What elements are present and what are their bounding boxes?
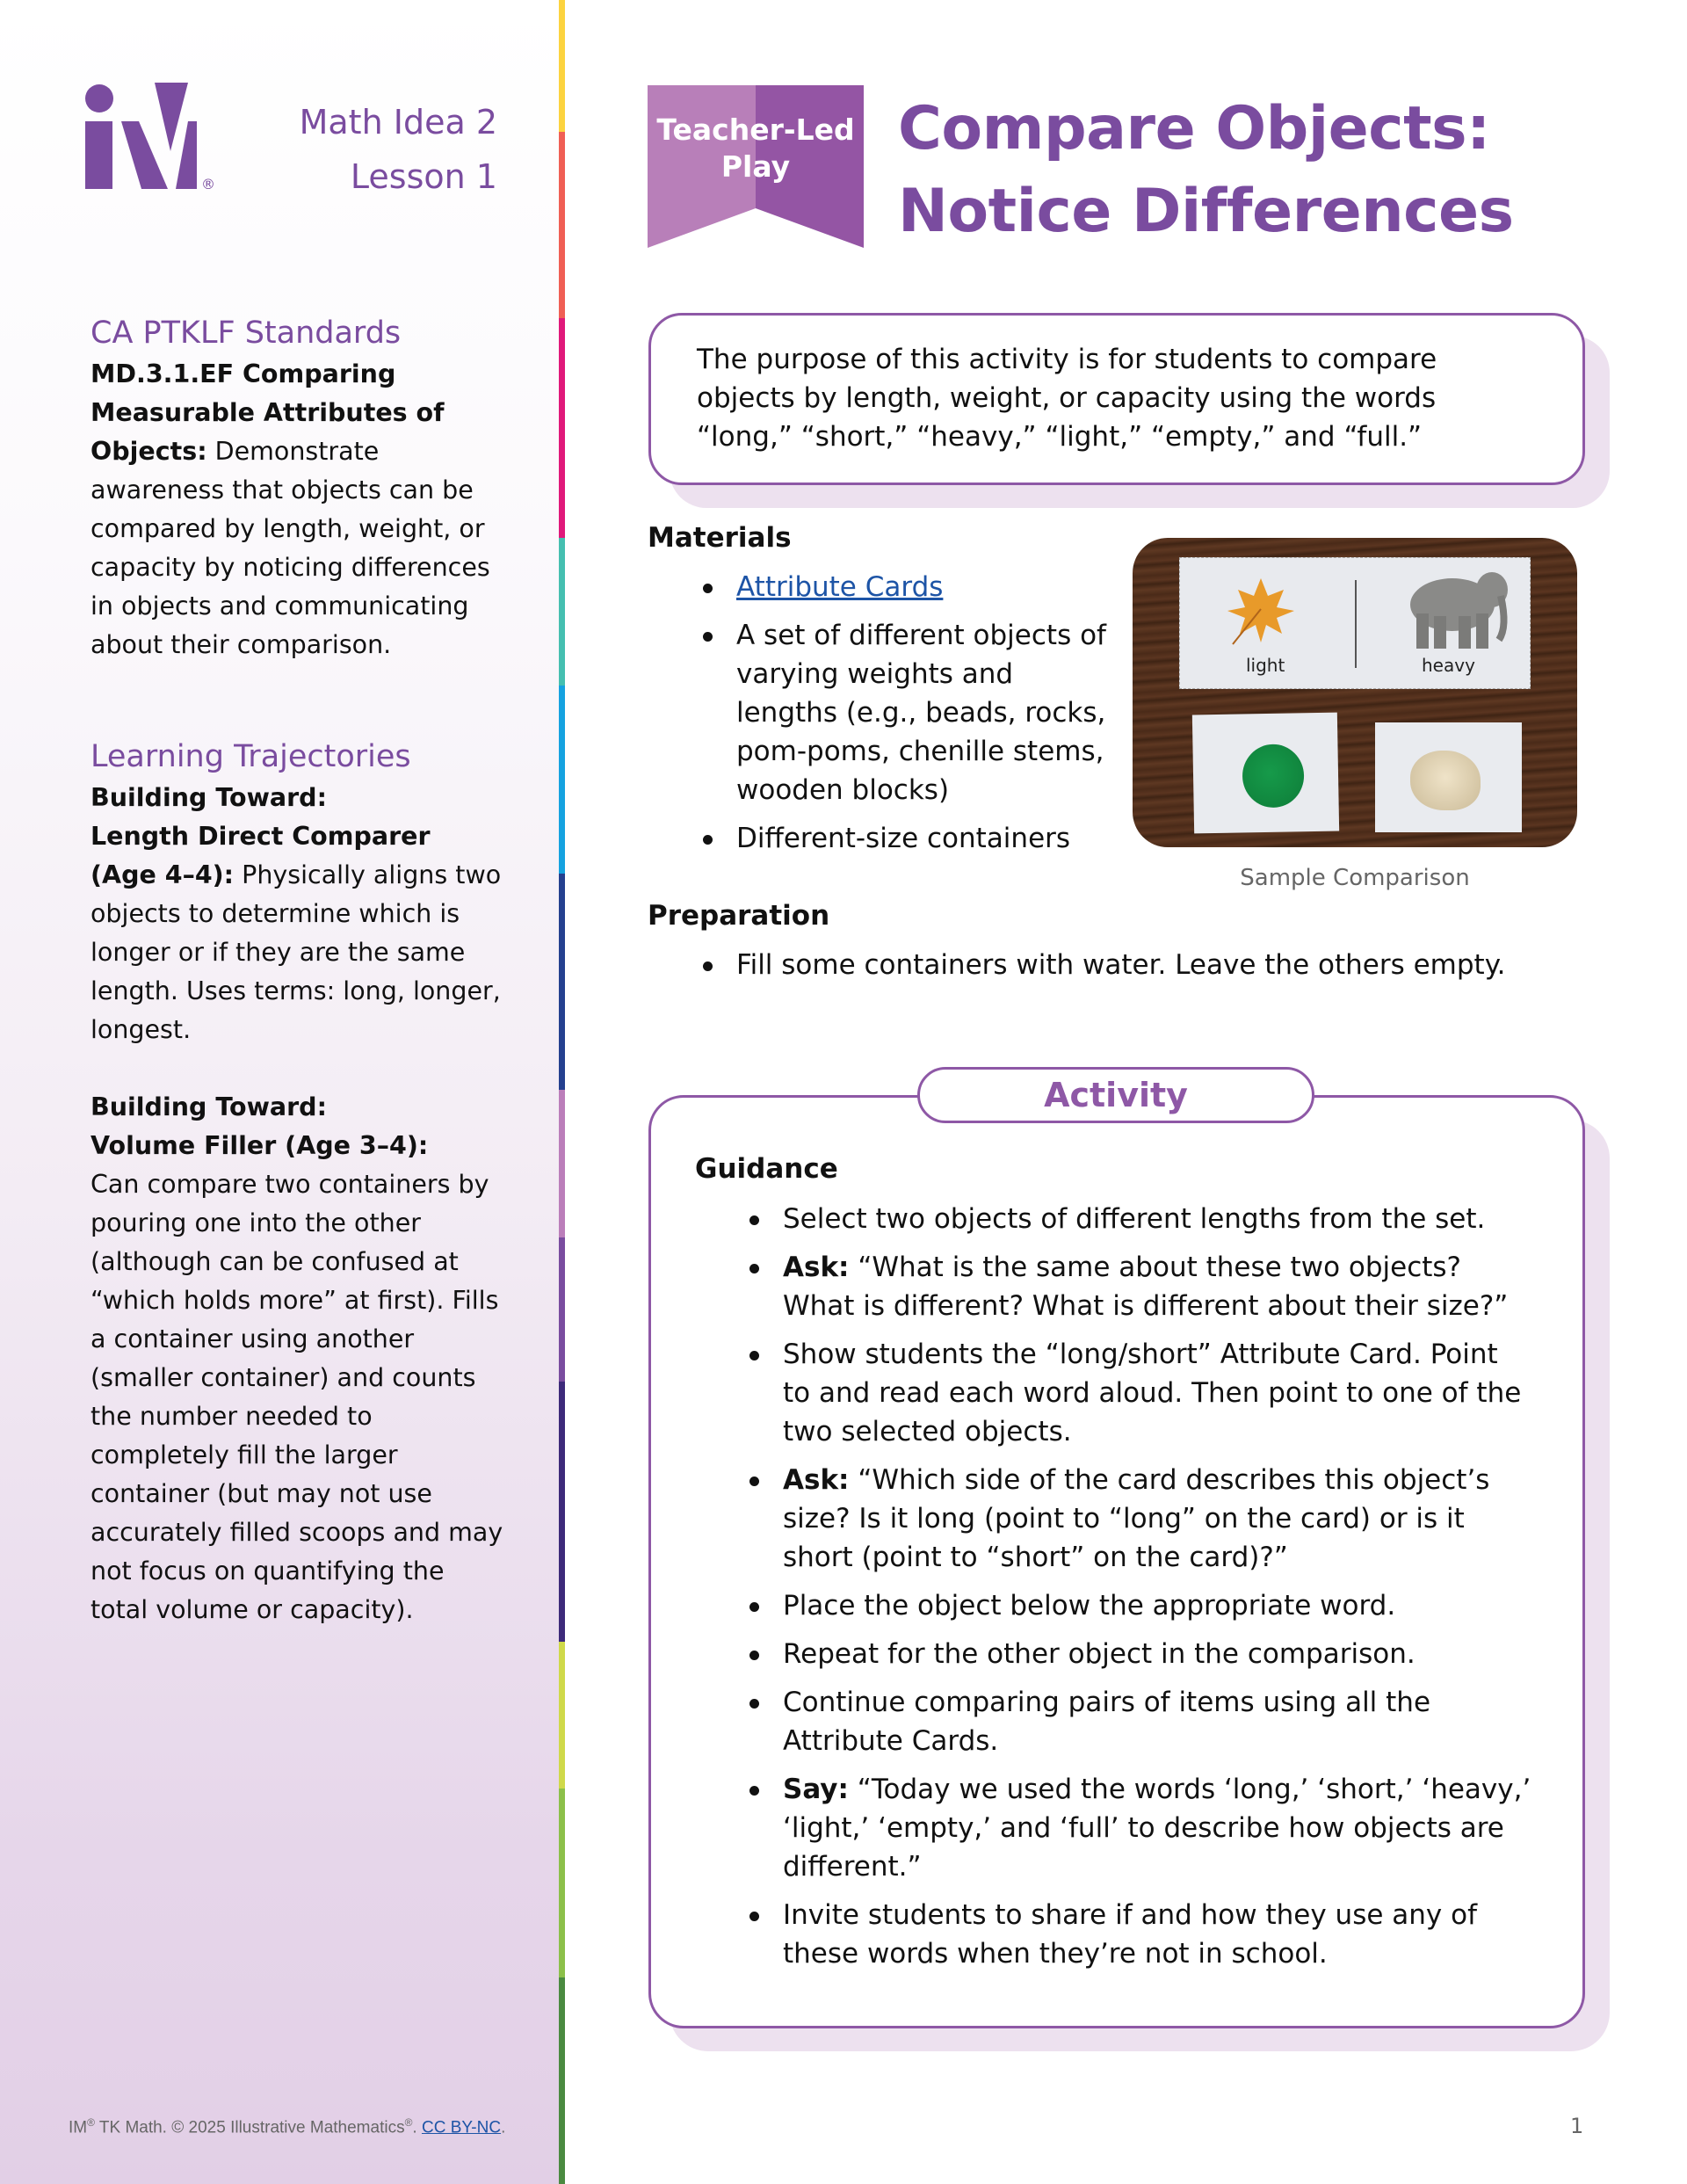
stripe-segment: [559, 874, 565, 1090]
stripe-segment: [559, 0, 565, 132]
guidance-text: Continue comparing pairs of items using all the Attribute Cards.: [783, 1687, 1431, 1757]
im-logo: [84, 83, 234, 197]
color-stripe: [559, 0, 565, 2184]
lesson-label: Lesson 1: [350, 157, 497, 196]
guidance-text: “Which side of the card describes this object’s size? Is it long (point to “long” on the card) or is it short (point to “short” on the card)?”: [783, 1464, 1490, 1573]
rock-icon: [1410, 751, 1481, 810]
trajectory-name: Volume Filler (Age 3–4):: [91, 1131, 429, 1160]
guidance-text: Repeat for the other object in the comparison.: [783, 1638, 1415, 1670]
materials-item: A set of different objects of varying weights and lengths (e.g., beads, rocks, pom-poms, chenille stems, wooden blocks): [696, 616, 1118, 809]
trajectories-heading: Learning Trajectories: [91, 739, 411, 774]
footer-text: .: [412, 2118, 422, 2137]
trajectory-text: Can compare two containers by pouring one into the other (although can be confused at “which holds more” at first). Fills a container using another (smaller container) and counts the number needed to completely fill the larger container (but may not use accurately filled scoops and may not focus on quantifying the total volume or capacity).: [91, 1170, 503, 1624]
guidance-text: Show students the “long/short” Attribute Card. Point to and read each word aloud. Then point to one of the two selected objects.: [783, 1339, 1522, 1448]
footer-copyright: [69, 2116, 505, 2137]
guidance-text: “What is the same about these two objects? What is different? What is different about their size?”: [783, 1252, 1509, 1322]
page-title: [898, 88, 1514, 253]
guidance-item: [742, 1683, 1533, 1760]
trajectories-section: [91, 736, 503, 1629]
materials-item[interactable]: [696, 568, 1118, 606]
guidance-text: Invite students to share if and how they use any of these words when they’re not in school.: [783, 1899, 1478, 1970]
guidance-item: [742, 1248, 1533, 1325]
standard-code: MD.3.1.EF Comparing Measurable Attributes of Objects:: [91, 359, 445, 466]
title-line-2: Notice Differences: [898, 177, 1514, 246]
svg-text:®: ®: [201, 176, 215, 192]
lesson-reference: [300, 95, 497, 204]
standard-description: Demonstrate awareness that objects can be compared by length, weight, or capacity by noticing differences in objects and communicating about their comparison.: [91, 437, 490, 659]
purpose-text: The purpose of this activity is for students to compare objects by length, weight, or capacity using the words “long,” “short,” “heavy,” “light,” “empty,” and “full.”: [697, 344, 1437, 453]
standards-text: [91, 355, 503, 664]
trajectory-label: Building Toward:: [91, 783, 327, 812]
card-divider: [1355, 580, 1357, 668]
stripe-segment: [559, 538, 565, 686]
guidance-text: “Today we used the words ‘long,’ ‘short,’ ‘heavy,’ ‘light,’ ‘empty,’ and ‘full’ to describe how objects are different.”: [783, 1774, 1531, 1883]
standards-heading: CA PTKLF Standards: [91, 316, 402, 351]
preparation-heading: Preparation: [648, 900, 830, 932]
footer-reg: ®: [404, 2116, 413, 2129]
guidance-item: [742, 1461, 1533, 1577]
stripe-segment: [559, 318, 565, 538]
card-left-label: light: [1246, 655, 1285, 676]
guidance-item: [742, 1896, 1533, 1973]
guidance-bold: Say:: [783, 1774, 849, 1805]
stripe-segment: [559, 1789, 565, 1977]
math-idea-label: Math Idea 2: [299, 103, 497, 141]
footer-text: .: [501, 2118, 506, 2137]
stripe-segment: [559, 1977, 565, 2184]
trajectory-label: Building Toward:: [91, 1092, 327, 1121]
guidance-item: [742, 1635, 1533, 1673]
standards-section: [91, 313, 503, 664]
trajectory-item: [91, 1088, 503, 1629]
teacher-led-play-badge: [648, 85, 864, 248]
guidance-item: [742, 1200, 1533, 1238]
trajectory-text: Physically aligns two objects to determine which is longer or if they are the same length. Uses terms: long, longer, longest.: [91, 860, 502, 1044]
stripe-segment: [559, 1237, 565, 1382]
sample-comparison-image: [1133, 538, 1577, 847]
preparation-item: Fill some containers with water. Leave the others empty.: [696, 946, 1575, 984]
im-logo-icon: [84, 83, 234, 197]
pom-pom-icon: [1242, 744, 1304, 808]
guidance-bold: Ask:: [783, 1464, 850, 1496]
guidance-item: [742, 1586, 1533, 1625]
stripe-segment: [559, 132, 565, 318]
page-number: 1: [1570, 2114, 1584, 2138]
guidance-bold: Ask:: [783, 1252, 850, 1283]
materials-heading: Materials: [648, 522, 792, 554]
image-caption: Sample Comparison: [1240, 865, 1470, 891]
materials-item: Different-size containers: [696, 819, 1118, 858]
materials-list: [696, 568, 1118, 867]
guidance-list: [742, 1200, 1533, 1983]
stripe-segment: [559, 1090, 565, 1237]
activity-tab: Activity: [917, 1067, 1314, 1123]
badge-line-2: Play: [720, 149, 791, 184]
leaf-icon: [1224, 574, 1299, 649]
attribute-card: [1179, 557, 1531, 689]
footer-reg: ®: [87, 2116, 95, 2129]
object-card: [1192, 713, 1339, 834]
trajectory-name: Length Direct Comparer (Age 4–4):: [91, 822, 431, 889]
footer-im: IM: [69, 2118, 88, 2137]
object-card: [1375, 722, 1522, 832]
trajectory-item: [91, 779, 503, 1049]
stripe-segment: [559, 1382, 565, 1642]
title-line-1: Compare Objects:: [898, 94, 1490, 163]
stripe-segment: [559, 1642, 565, 1789]
guidance-text: Select two objects of different lengths from the set.: [783, 1203, 1486, 1235]
footer-text: TK Math. © 2025 Illustrative Mathematics: [94, 2118, 405, 2137]
license-link[interactable]: CC BY-NC: [421, 2118, 502, 2137]
card-right-label: heavy: [1422, 655, 1475, 676]
stripe-segment: [559, 686, 565, 874]
guidance-heading: Guidance: [695, 1153, 838, 1185]
attribute-cards-link[interactable]: Attribute Cards: [736, 571, 944, 603]
badge-line-1: Teacher-Led: [656, 112, 855, 147]
guidance-text: Place the object below the appropriate word.: [783, 1590, 1396, 1622]
elephant-icon: [1404, 565, 1514, 653]
guidance-item: [742, 1770, 1533, 1886]
purpose-box: [648, 313, 1585, 485]
badge-text: [648, 112, 864, 185]
guidance-item: [742, 1335, 1533, 1451]
preparation-list: [696, 946, 1575, 994]
